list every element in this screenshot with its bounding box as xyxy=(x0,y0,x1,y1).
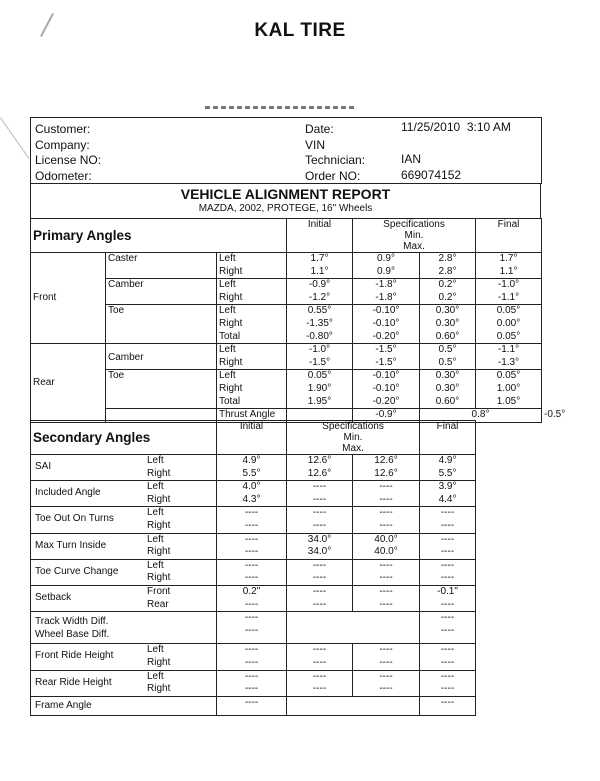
toe-rear-min-value: -0.20° xyxy=(372,395,400,407)
toe-front-sides xyxy=(217,305,287,344)
side-label: Right xyxy=(147,683,171,695)
side-label: Right xyxy=(147,493,171,505)
license-label: License NO: xyxy=(35,153,102,167)
front-ride-height-final xyxy=(420,644,476,670)
front-ride-height-final-value: ---- xyxy=(440,656,455,668)
side-label: Right xyxy=(219,356,243,368)
front-ride-height-min-value: ---- xyxy=(312,656,327,668)
setback-min xyxy=(287,585,353,611)
primary-angles-table xyxy=(30,218,566,423)
caster-final xyxy=(476,253,542,279)
sai-min xyxy=(287,455,353,481)
sai-final-value: 4.9° xyxy=(438,455,457,466)
caster-min-value: 0.9° xyxy=(377,253,395,264)
sai-max-value: 12.6° xyxy=(374,467,398,479)
secondary-col-initial: Initial xyxy=(217,421,287,455)
front-ride-height-row xyxy=(31,644,542,670)
included-angle-max xyxy=(353,481,420,507)
sai-final xyxy=(420,455,476,481)
included-angle-min-value: ---- xyxy=(312,493,327,505)
secondary-heading: Secondary Angles xyxy=(31,421,217,455)
toe-rear-final xyxy=(476,370,542,409)
toe-rear-initial xyxy=(287,370,353,409)
sai-initial xyxy=(217,455,287,481)
side-label: Right xyxy=(219,317,243,329)
side-label: Right xyxy=(147,519,171,531)
scan-edge-mark xyxy=(0,117,29,159)
date-label: Date: xyxy=(305,122,334,136)
toe-curve-change-min xyxy=(287,559,353,585)
camber-front-min xyxy=(353,279,420,305)
track-spec-blank xyxy=(287,612,420,644)
report-title-box xyxy=(30,183,541,219)
company-label: Company: xyxy=(35,138,90,152)
vin-label: VIN xyxy=(305,138,326,152)
thrust-spec: 0.8° xyxy=(420,409,542,423)
max-turn-inside-initial-value: ---- xyxy=(244,533,259,545)
max-turn-inside-name: Max Turn Inside xyxy=(35,539,107,551)
toe-out-on-turns-final-value: ---- xyxy=(440,507,455,519)
max-turn-inside-max-value: 40.0° xyxy=(374,546,398,558)
toe-rear-row xyxy=(31,370,542,409)
rear-ride-height-max-value: ---- xyxy=(379,670,393,682)
setback-max-value: ---- xyxy=(379,598,393,610)
sai-label-cell xyxy=(31,455,217,481)
side-label: Left xyxy=(147,670,164,682)
camber-front-final-value: -1.0° xyxy=(497,279,520,291)
report-subtitle: MAZDA, 2002, PROTEGE, 16" Wheels xyxy=(198,203,373,214)
caster-initial-value: 1.1° xyxy=(310,265,329,277)
camber-front-initial-value: -0.9° xyxy=(308,279,331,291)
side-label: Left xyxy=(147,455,164,466)
side-label: Left xyxy=(219,253,236,264)
rear-ride-height-final xyxy=(420,670,476,696)
included-angle-min-value: ---- xyxy=(312,481,327,493)
setback-row xyxy=(31,585,542,611)
max-turn-inside-final-value: ---- xyxy=(440,546,455,558)
toe-front-row xyxy=(31,305,542,344)
thrust-row: Thrust Angle -0.9° 0.8° -0.5° xyxy=(31,409,542,423)
toe-out-on-turns-initial xyxy=(217,507,287,533)
setback-final-value: ---- xyxy=(440,598,455,610)
camber-rear-row xyxy=(31,344,542,370)
camber-front-initial xyxy=(287,279,353,305)
track-initial-value: ---- xyxy=(244,624,259,636)
setback-max xyxy=(353,585,420,611)
toe-curve-change-min-value: ---- xyxy=(312,559,327,571)
frame-spec-blank xyxy=(287,696,420,716)
toe-curve-change-initial xyxy=(217,559,287,585)
sai-sides xyxy=(147,455,216,480)
toe-out-on-turns-min-value: ---- xyxy=(312,507,327,519)
toe-out-on-turns-max-value: ---- xyxy=(379,519,393,531)
primary-col-min: Min. xyxy=(404,230,424,241)
included-angle-final-value: 4.4° xyxy=(438,493,457,505)
rear-ride-height-label-cell xyxy=(31,670,217,696)
side-label: Right xyxy=(147,546,171,558)
primary-col-max: Max. xyxy=(403,241,425,252)
rear-ride-height-min-value: ---- xyxy=(312,670,327,682)
date-value: 11/25/2010 3:10 AM xyxy=(401,120,511,134)
rear-ride-height-max-value: ---- xyxy=(379,683,393,695)
front-ride-height-max xyxy=(353,644,420,670)
sai-max xyxy=(353,455,420,481)
front-ride-height-max-value: ---- xyxy=(379,644,393,656)
secondary-col-spec xyxy=(287,421,420,455)
side-label: Right xyxy=(147,572,171,584)
toe-curve-change-min-value: ---- xyxy=(312,572,327,584)
toe-rear-max-value: 0.30° xyxy=(435,382,460,394)
max-turn-inside-min-value: 34.0° xyxy=(307,546,332,558)
toe-out-on-turns-final xyxy=(420,507,476,533)
toe-out-on-turns-initial-value: ---- xyxy=(244,519,259,531)
camber-rear-min-value: -1.5° xyxy=(375,356,397,368)
camber-rear-final xyxy=(476,344,542,370)
setback-sides xyxy=(147,586,216,611)
toe-rear-min-value: -0.10° xyxy=(372,382,400,394)
rear-ride-height-name: Rear Ride Height xyxy=(35,676,112,688)
included-angle-final-value: 3.9° xyxy=(438,481,457,493)
camber-front-max-value: 0.2° xyxy=(438,279,457,291)
primary-spec-label: Specifications xyxy=(383,219,445,230)
sai-max-value: 12.6° xyxy=(374,455,398,466)
toe-front-final-value: 0.05° xyxy=(496,330,521,342)
toe-front-min-value: -0.10° xyxy=(372,305,400,317)
thrust-name: Thrust Angle xyxy=(217,409,287,423)
rear-ride-height-final-value: ---- xyxy=(440,683,455,695)
camber-rear-sides xyxy=(217,344,287,370)
max-turn-inside-label-cell xyxy=(31,533,217,559)
rear-ride-height-max xyxy=(353,670,420,696)
setback-label-cell xyxy=(31,585,217,611)
toe-rear-min xyxy=(353,370,420,409)
toe-rear-max-value: 0.60° xyxy=(435,395,460,407)
caster-max xyxy=(420,253,476,279)
front-ride-height-initial-value: ---- xyxy=(244,644,259,656)
toe-rear-final-value: 0.05° xyxy=(496,370,521,382)
camber-front-name: Camber xyxy=(106,279,217,305)
caster-final-value: 1.1° xyxy=(499,265,518,277)
toe-rear-initial-value: 0.05° xyxy=(307,370,332,382)
toe-out-on-turns-initial-value: ---- xyxy=(244,507,259,519)
toe-curve-change-label-cell xyxy=(31,559,217,585)
rear-ride-height-initial xyxy=(217,670,287,696)
included-angle-initial xyxy=(217,481,287,507)
front-ride-height-min-value: ---- xyxy=(312,644,327,656)
toe-curve-change-max-value: ---- xyxy=(379,572,393,584)
max-turn-inside-min xyxy=(287,533,353,559)
toe-rear-max xyxy=(420,370,476,409)
rear-ride-height-final-value: ---- xyxy=(440,670,455,682)
camber-rear-initial-value: -1.0° xyxy=(308,344,331,356)
order-label: Order NO: xyxy=(305,169,361,183)
report-header xyxy=(30,117,542,184)
side-label: Left xyxy=(219,305,236,317)
side-label: Total xyxy=(219,395,241,407)
sai-initial-value: 4.9° xyxy=(242,455,261,466)
toe-rear-initial-value: 1.90° xyxy=(307,382,332,394)
front-ride-height-initial-value: ---- xyxy=(244,656,259,668)
setback-max-value: ---- xyxy=(379,585,393,597)
toe-rear-final-value: 1.05° xyxy=(496,395,521,407)
caster-min-value: 0.9° xyxy=(377,265,395,277)
side-label: Left xyxy=(147,559,164,571)
front-ride-height-final-value: ---- xyxy=(440,644,455,656)
caster-name: Caster xyxy=(106,253,217,279)
toe-curve-change-final xyxy=(420,559,476,585)
toe-front-initial-value: -0.80° xyxy=(306,330,333,342)
toe-front-final xyxy=(476,305,542,344)
sai-final-value: 5.5° xyxy=(438,467,457,479)
toe-curve-change-final-value: ---- xyxy=(440,559,455,571)
toe-front-initial xyxy=(287,305,353,344)
side-label: Right xyxy=(219,265,243,277)
track-initial-value: ---- xyxy=(244,612,259,624)
toe-out-on-turns-label-cell xyxy=(31,507,217,533)
toe-rear-max-value: 0.30° xyxy=(435,370,460,382)
toe-out-on-turns-final-value: ---- xyxy=(440,519,455,531)
toe-out-on-turns-row xyxy=(31,507,542,533)
setback-min-value: ---- xyxy=(312,585,327,597)
primary-col-initial: Initial xyxy=(287,219,353,253)
toe-front-initial-value: -1.35° xyxy=(306,317,333,329)
max-turn-inside-initial xyxy=(217,533,287,559)
toe-curve-change-initial-value: ---- xyxy=(244,572,259,584)
included-angle-label-cell xyxy=(31,481,217,507)
fax-header-strip xyxy=(205,104,355,110)
toe-out-on-turns-name: Toe Out On Turns xyxy=(35,513,114,525)
frame-angle-initial: ---- xyxy=(217,696,287,716)
caster-final-value: 1.7° xyxy=(499,253,518,264)
max-turn-inside-final-value: ---- xyxy=(440,533,455,545)
side-label: Right xyxy=(147,467,171,479)
camber-rear-max-value: 0.5° xyxy=(438,344,457,356)
toe-rear-initial-value: 1.95° xyxy=(307,395,332,407)
toe-out-on-turns-min-value: ---- xyxy=(312,519,327,531)
included-angle-final xyxy=(420,481,476,507)
camber-front-row xyxy=(31,279,542,305)
camber-rear-max-value: 0.5° xyxy=(438,356,457,368)
technician-value: IAN xyxy=(401,152,422,166)
side-label: Left xyxy=(147,644,164,656)
max-turn-inside-initial-value: ---- xyxy=(244,546,259,558)
rear-ride-height-sides xyxy=(147,671,216,696)
sai-initial-value: 5.5° xyxy=(242,467,261,479)
included-angle-initial-value: 4.3° xyxy=(242,493,261,505)
track-final-value: ---- xyxy=(440,624,455,636)
camber-rear-name: Camber xyxy=(106,344,217,370)
front-ride-height-min xyxy=(287,644,353,670)
included-angle-sides xyxy=(147,481,216,506)
track-width-name: Track Width Diff. xyxy=(35,616,109,628)
side-label: Left xyxy=(219,370,236,382)
track-wheelbase-names xyxy=(31,612,217,644)
setback-final xyxy=(420,585,476,611)
included-angle-initial-value: 4.0° xyxy=(242,481,261,493)
rear-ride-height-initial-value: ---- xyxy=(244,670,259,682)
camber-rear-final-value: -1.1° xyxy=(497,344,520,356)
max-turn-inside-max-value: 40.0° xyxy=(374,533,398,545)
side-label: Total xyxy=(219,330,241,342)
caster-max-value: 2.8° xyxy=(438,265,457,277)
sai-min-value: 12.6° xyxy=(307,467,332,479)
toe-front-max-value: 0.60° xyxy=(435,330,460,342)
toe-curve-change-row xyxy=(31,559,542,585)
toe-front-name: Toe xyxy=(106,305,217,344)
toe-curve-change-max-value: ---- xyxy=(379,559,393,571)
camber-front-initial-value: -1.2° xyxy=(308,291,331,303)
max-turn-inside-sides xyxy=(147,534,216,559)
track-initial xyxy=(217,612,287,644)
front-ride-height-initial xyxy=(217,644,287,670)
camber-front-max xyxy=(420,279,476,305)
secondary-col-min: Min. xyxy=(343,432,363,443)
toe-curve-change-initial-value: ---- xyxy=(244,559,259,571)
secondary-spec-label: Specifications xyxy=(322,421,384,432)
max-turn-inside-min-value: 34.0° xyxy=(307,533,332,545)
toe-rear-name: Toe xyxy=(106,370,217,409)
side-label: Left xyxy=(147,507,164,519)
caster-max-value: 2.8° xyxy=(438,253,457,264)
track-final xyxy=(420,612,476,644)
side-label: Right xyxy=(219,382,243,394)
front-ride-height-name: Front Ride Height xyxy=(35,650,114,662)
toe-curve-change-name: Toe Curve Change xyxy=(35,565,119,577)
setback-initial-value: ---- xyxy=(244,598,259,610)
camber-rear-max xyxy=(420,344,476,370)
secondary-angles-table xyxy=(30,420,542,716)
side-label: Rear xyxy=(147,598,169,610)
rear-group-label: Rear xyxy=(31,344,106,423)
sai-row xyxy=(31,455,542,481)
wheel-base-name: Wheel Base Diff. xyxy=(35,628,110,640)
setback-name: Setback xyxy=(35,591,72,603)
caster-initial xyxy=(287,253,353,279)
primary-col-spec xyxy=(353,219,476,253)
camber-front-sides xyxy=(217,279,287,305)
max-turn-inside-max xyxy=(353,533,420,559)
side-label: Right xyxy=(147,656,171,668)
primary-heading: Primary Angles xyxy=(31,219,287,253)
technician-label: Technician: xyxy=(305,153,366,167)
toe-front-max xyxy=(420,305,476,344)
toe-front-min xyxy=(353,305,420,344)
caster-initial-value: 1.7° xyxy=(310,253,329,264)
included-angle-name: Included Angle xyxy=(35,487,101,499)
side-label: Left xyxy=(219,344,236,356)
toe-curve-change-sides xyxy=(147,560,216,585)
camber-rear-initial-value: -1.5° xyxy=(308,356,331,368)
camber-rear-final-value: -1.3° xyxy=(497,356,520,368)
included-angle-max-value: ---- xyxy=(379,481,393,493)
toe-rear-sides xyxy=(217,370,287,409)
secondary-col-max: Max. xyxy=(342,443,364,454)
toe-front-max-value: 0.30° xyxy=(435,317,460,329)
toe-rear-final-value: 1.00° xyxy=(496,382,521,394)
side-label: Right xyxy=(219,291,243,303)
setback-final-value: -0.1" xyxy=(437,585,458,597)
side-label: Left xyxy=(219,279,236,291)
included-angle-min xyxy=(287,481,353,507)
included-angle-max-value: ---- xyxy=(379,493,393,505)
front-group-label: Front xyxy=(31,253,106,344)
toe-front-initial-value: 0.55° xyxy=(307,305,332,317)
toe-out-on-turns-max xyxy=(353,507,420,533)
sai-min-value: 12.6° xyxy=(307,455,332,466)
camber-front-max-value: 0.2° xyxy=(438,291,457,303)
camber-front-final-value: -1.1° xyxy=(497,291,520,303)
company-name: KAL TIRE xyxy=(254,20,346,41)
toe-front-final-value: 0.05° xyxy=(496,305,521,317)
frame-angle-name: Frame Angle xyxy=(31,696,217,716)
toe-curve-change-max xyxy=(353,559,420,585)
max-turn-inside-row xyxy=(31,533,542,559)
customer-label: Customer: xyxy=(35,122,91,136)
toe-curve-change-final-value: ---- xyxy=(440,572,455,584)
side-label: Left xyxy=(147,481,164,493)
toe-out-on-turns-sides xyxy=(147,507,216,532)
frame-angle-row xyxy=(31,696,542,716)
caster-sides xyxy=(217,253,287,279)
frame-angle-final: ---- xyxy=(420,696,476,716)
camber-rear-initial xyxy=(287,344,353,370)
setback-initial-value: 0.2" xyxy=(242,585,261,597)
camber-front-min-value: -1.8° xyxy=(375,279,397,291)
rear-ride-height-min xyxy=(287,670,353,696)
sai-name: SAI xyxy=(35,461,52,472)
side-label: Front xyxy=(147,585,171,597)
toe-out-on-turns-min xyxy=(287,507,353,533)
odometer-label: Odometer: xyxy=(35,169,92,183)
order-value: 669074152 xyxy=(401,168,462,182)
max-turn-inside-final xyxy=(420,533,476,559)
included-angle-row xyxy=(31,481,542,507)
camber-rear-min xyxy=(353,344,420,370)
rear-ride-height-min-value: ---- xyxy=(312,683,327,695)
setback-min-value: ---- xyxy=(312,598,327,610)
toe-front-min-value: -0.20° xyxy=(372,330,400,342)
report-title: VEHICLE ALIGNMENT REPORT xyxy=(180,186,391,202)
toe-rear-min-value: -0.10° xyxy=(372,370,400,382)
secondary-col-final: Final xyxy=(420,421,476,455)
side-label: Left xyxy=(147,533,164,545)
front-ride-height-sides xyxy=(147,644,216,669)
thrust-initial: -0.9° xyxy=(353,409,420,423)
caster-min xyxy=(353,253,420,279)
toe-front-final-value: 0.00° xyxy=(496,317,521,329)
rear-ride-height-row xyxy=(31,670,542,696)
primary-col-final: Final xyxy=(476,219,542,253)
caster-row xyxy=(31,253,542,279)
setback-initial xyxy=(217,585,287,611)
front-ride-height-max-value: ---- xyxy=(379,656,393,668)
track-wheelbase-row xyxy=(31,612,542,644)
front-ride-height-label-cell xyxy=(31,644,217,670)
track-final-value: ---- xyxy=(440,612,455,624)
toe-front-max-value: 0.30° xyxy=(435,305,460,317)
toe-out-on-turns-max-value: ---- xyxy=(379,507,393,519)
toe-front-min-value: -0.10° xyxy=(372,317,400,329)
rear-ride-height-initial-value: ---- xyxy=(244,683,259,695)
camber-front-min-value: -1.8° xyxy=(375,291,397,303)
camber-rear-min-value: -1.5° xyxy=(375,344,397,356)
camber-front-final xyxy=(476,279,542,305)
